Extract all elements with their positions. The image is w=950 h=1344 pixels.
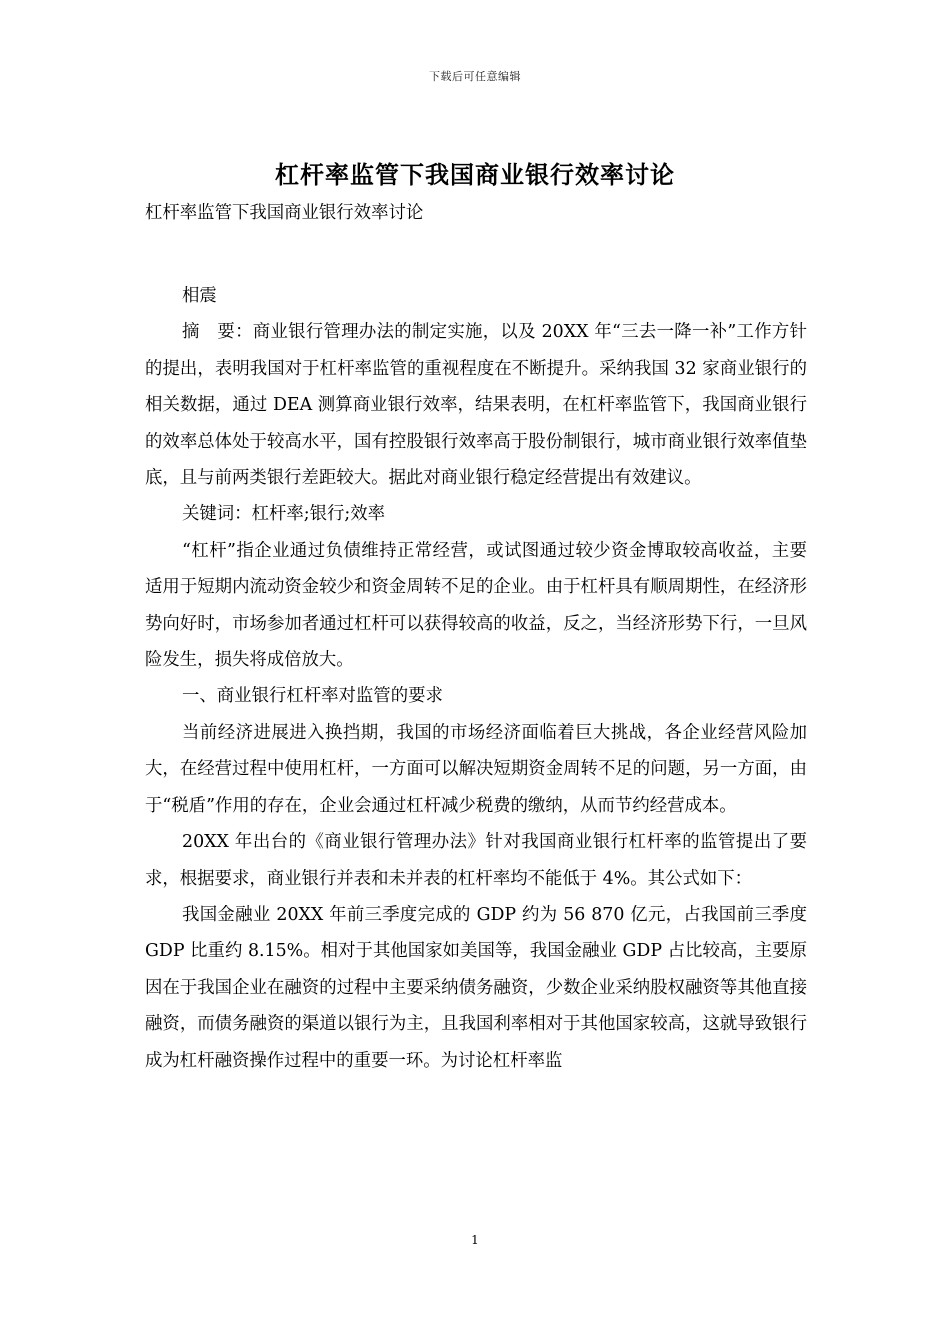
body-paragraph-1: “杠杆”指企业通过负债维持正常经营，或试图通过较少资金博取较高收益，主要适用于短期内流动资金较少和资金周转不足的企业。由于杠杆具有顺周期性，在经济形势向好时，市场参加者通过杠杆可以获得较高的收益，反之，当经济形势下行，一旦风险发生，损失将成倍放大。 bbox=[145, 540, 807, 671]
document-subtitle: 杠杆率监管下我国商业银行效率讨论 bbox=[145, 203, 424, 223]
section-heading-1: 一、商业银行杠杆率对监管的要求 bbox=[182, 686, 443, 707]
body-paragraph-3: 20XX 年出台的《商业银行管理办法》针对我国商业银行杠杆率的监管提出了要求，根据要求，商业银行并表和未并表的杠杆率均不能低于 4%。其公式如下： bbox=[145, 832, 807, 889]
document-title: 杠杆率监管下我国商业银行效率讨论 bbox=[275, 160, 675, 189]
body-paragraph-4: 我国金融业 20XX 年前三季度完成的 GDP 约为 56 870 亿元，占我国前三季度 GDP 比重约 8.15%。相对于其他国家如美国等，我国金融业 GDP 占比较高，主要原因在于我国企业在融资的过程中主要采纳债务融资，少数企业采纳股权融资等其他直接融资，而债务融资的渠道以银行为主，且我国利率相对于其他国家较高，这就导致银行成为杠杆融资操作过程中的重要一环。为讨论杠杆率监 bbox=[145, 904, 807, 1071]
document-body bbox=[145, 200, 807, 1079]
page-number: 1 bbox=[471, 1233, 479, 1247]
abstract-paragraph: 摘 要：商业银行管理办法的制定实施，以及 20XX 年“三去一降一补”工作方针的提出，表明我国对于杠杆率监管的重视程度在不断提升。采纳我国 32 家商业银行的相关数据，通过 DEA 测算商业银行效率，结果表明，在杠杆率监管下，我国商业银行的效率总体处于较高水平，国有控股银行效率高于股份制银行，城市商业银行效率值垫底，且与前两类银行差距较大。据此对商业银行稳定经营提出有效建议。 bbox=[145, 322, 807, 489]
author-name: 相震 bbox=[182, 286, 217, 306]
body-paragraph-2: 当前经济进展进入换挡期，我国的市场经济面临着巨大挑战，各企业经营风险加大，在经营过程中使用杠杆，一方面可以解决短期资金周转不足的问题，另一方面，由于“税盾”作用的存在，企业会通过杠杆减少税费的缴纳，从而节约经营成本。 bbox=[145, 722, 807, 816]
keywords-line: 关键词：杠杆率;银行;效率 bbox=[182, 504, 386, 525]
header-note: 下载后可任意编辑 bbox=[429, 70, 521, 83]
